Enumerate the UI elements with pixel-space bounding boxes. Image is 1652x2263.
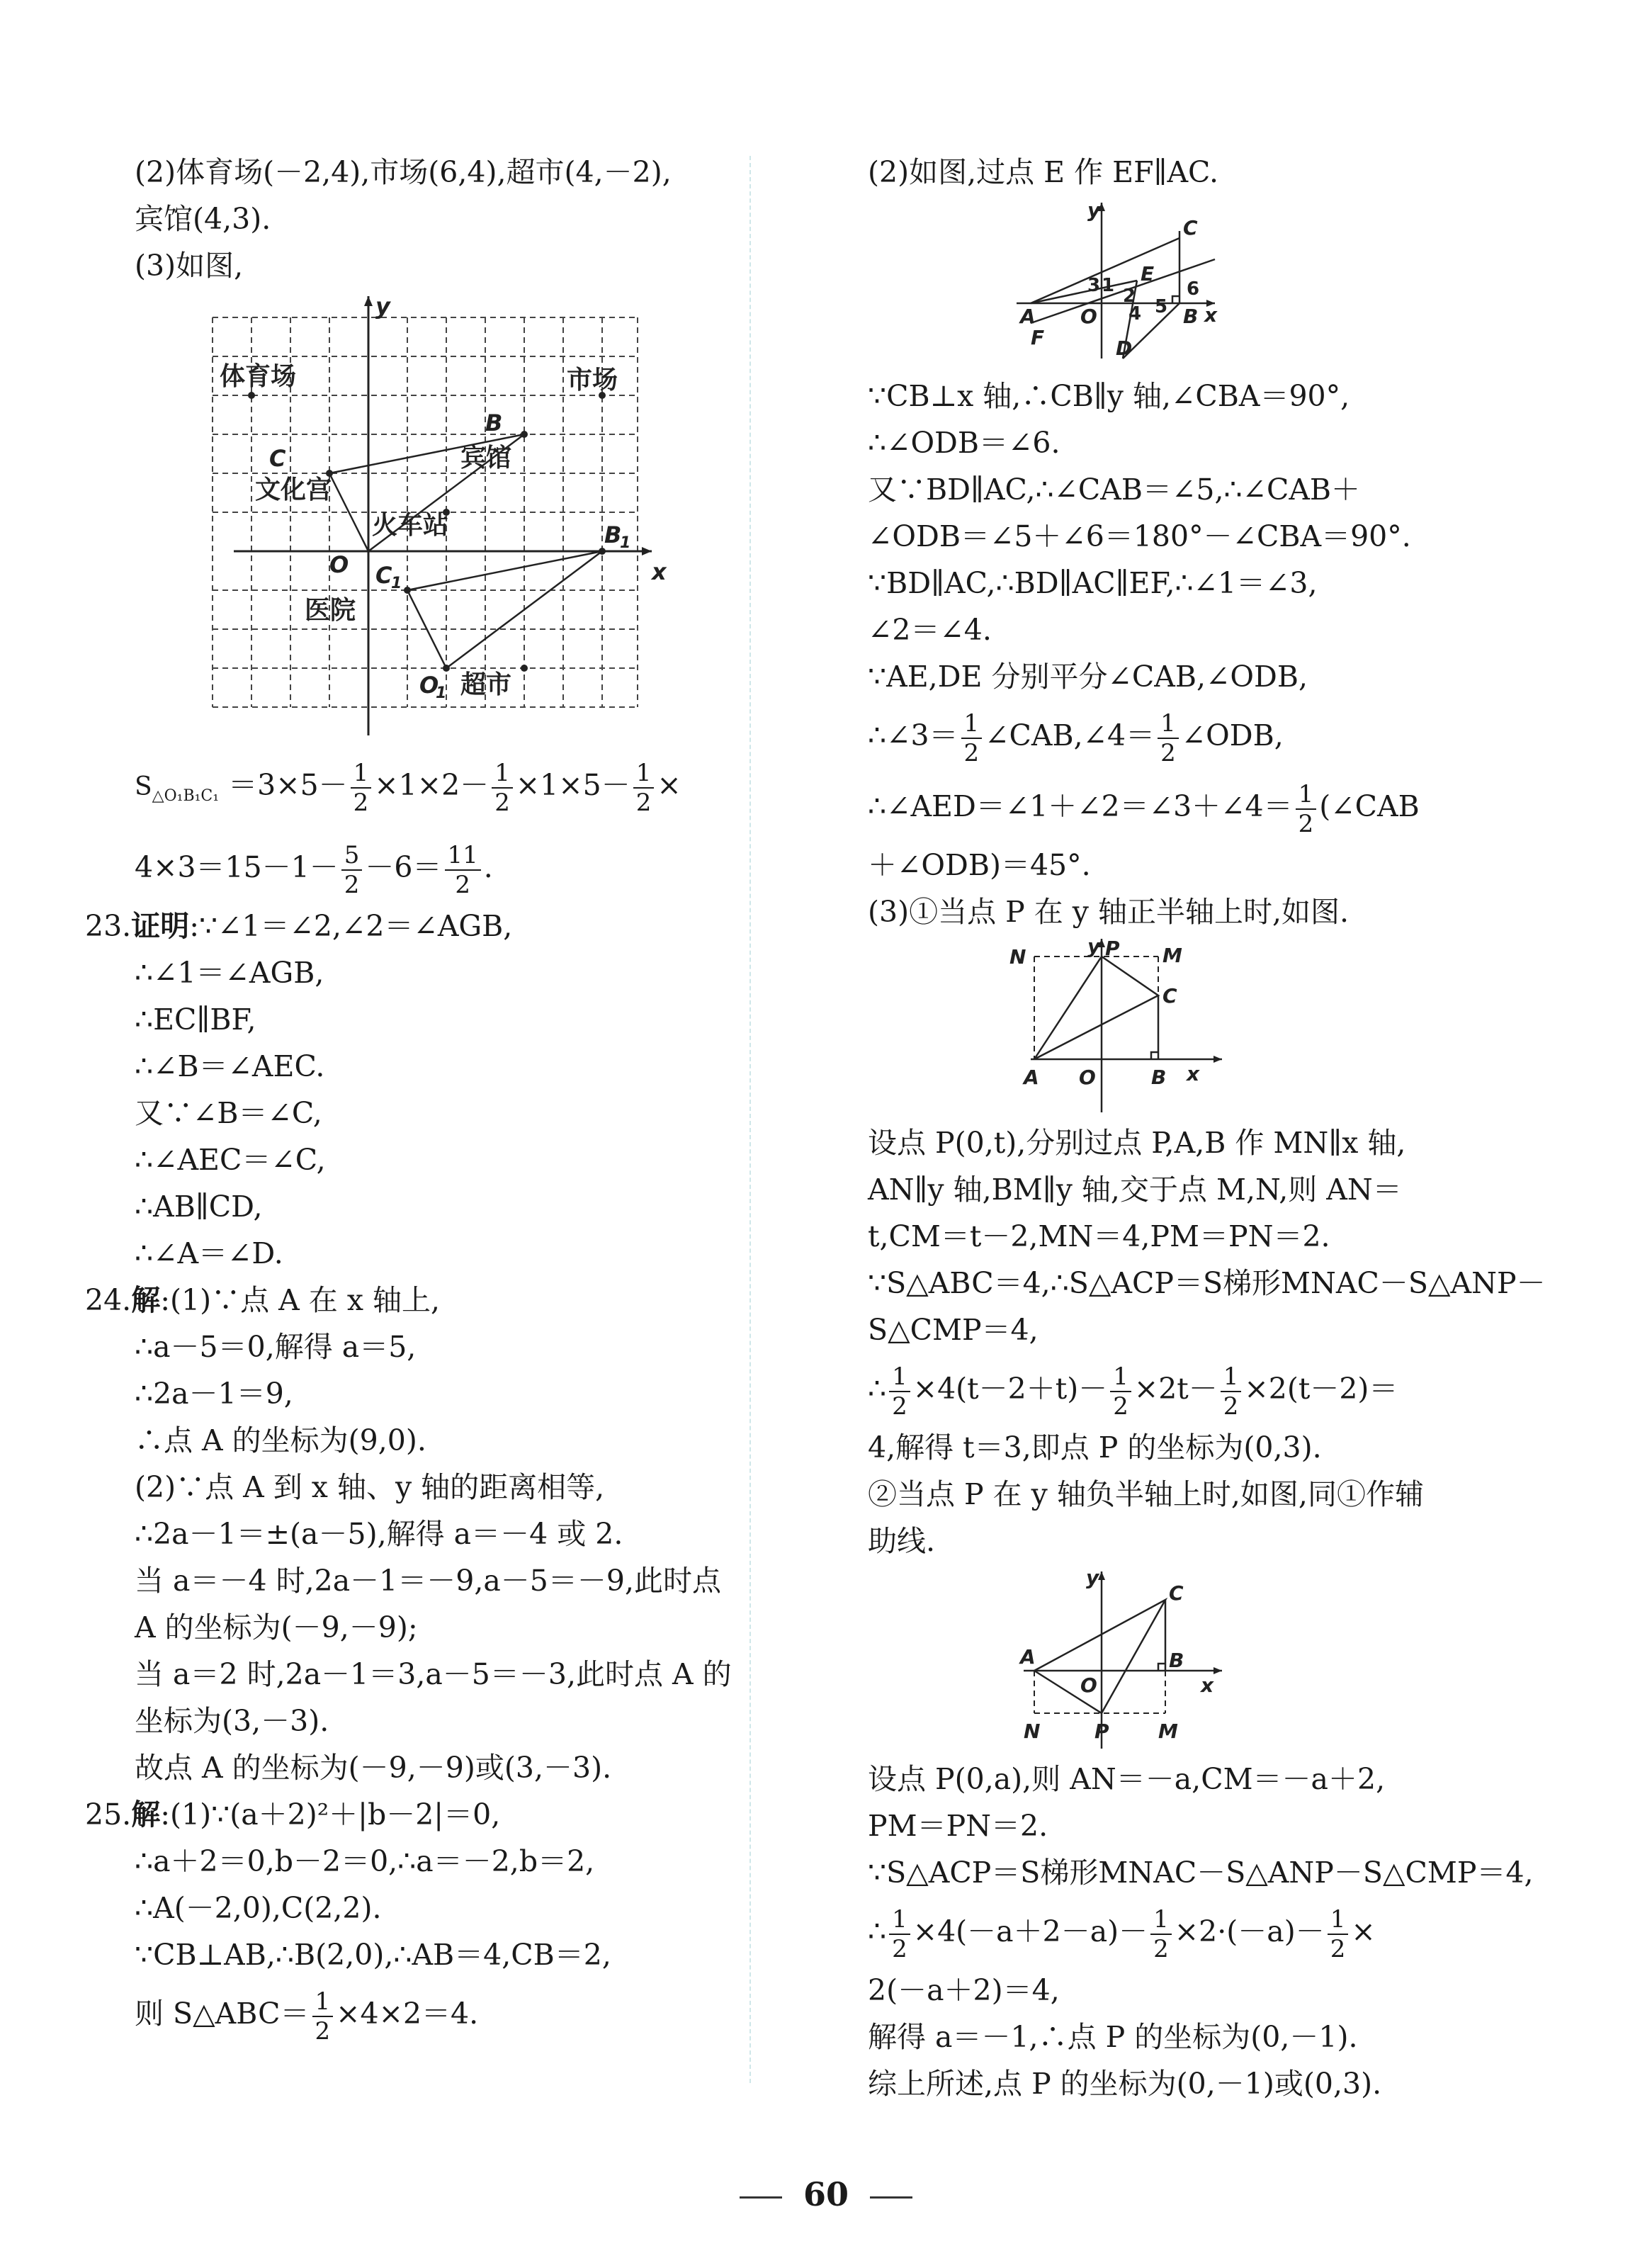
line: PM＝PN＝2. [868,1809,1048,1843]
line: ∵CB⊥AB,∴B(2,0),∴AB＝4,CB＝2, [135,1938,611,1973]
coordinate-grid-figure [85,296,737,750]
fraction: $\frac{1}{2}$ [351,759,372,817]
angle-label: 5 [1155,296,1168,317]
dash-right [870,2196,912,2199]
line: ∴∠AEC＝∠C, [135,1143,326,1178]
label-A: A [1020,1645,1036,1669]
line: 解得 a＝－1,∴点 P 的坐标为(0,－1). [868,2020,1358,2054]
line: 坐标为(3,－3). [135,1704,329,1739]
label-D: D [1116,337,1133,360]
fraction: $\frac{1}{2}$ [312,1987,334,2045]
line: ∴2a－1＝±(a－5),解得 a＝－4 或 2. [135,1517,623,1552]
label-x-axis: x [1187,1062,1200,1085]
angle-label: 2 [1123,286,1136,307]
label-B: B [485,410,503,436]
line: ＋∠ODB)＝45°. [868,848,1091,882]
label-C: C [269,445,286,472]
label-chaoshi: 超市 [460,670,512,699]
figure-2 [818,935,1498,1119]
fraction: $\frac{11}{2}$ [445,841,481,899]
label-C1: C [375,562,392,589]
line: ∴点 A 的坐标为(9,0). [135,1423,426,1458]
label-B1: B [604,521,622,548]
line: ∴∠B＝∠AEC. [135,1049,325,1084]
line: ∵CB⊥x 轴,∴CB∥y 轴,∠CBA＝90°, [868,379,1350,413]
line: ∴2a－1＝9, [135,1377,293,1411]
column-divider [749,156,751,2083]
line: ∴∠1＝∠AGB, [135,956,324,991]
q23-line: 23.证明:∵∠1＝∠2,∠2＝∠AGB, [85,909,513,944]
line: S△CMP＝4, [868,1313,1039,1347]
label-A: A [1024,1066,1039,1089]
label-tiyuchang: 体育场 [220,362,297,391]
line: 助线. [868,1524,936,1558]
label-O1-sub: 1 [436,684,447,702]
label-shichang: 市场 [567,366,618,395]
label-C: C [1183,216,1198,239]
figure-1 [818,196,1498,373]
right-column [818,149,1546,2107]
line: (3)①当点 P 在 y 轴正半轴上时,如图. [868,895,1350,929]
label-B: B [1183,305,1199,328]
fraction: $\frac{1}{2}$ [889,1362,910,1421]
angle-label: 4 [1128,303,1142,325]
line: 又∵BD∥AC,∴∠CAB＝∠5,∴∠CAB＋ [868,473,1361,507]
figure-3 [818,1564,1498,1756]
area-line-2: 4×3＝15－1－ $\frac{5}{2}$ －6＝ $\frac{11}{2}$ . [135,840,493,899]
label-N: N [1024,1720,1041,1743]
fraction: $\frac{1}{2}$ [961,709,983,767]
line: 又∵∠B＝∠C, [135,1096,322,1131]
page-number: 60 [0,2175,1652,2213]
line: 宾馆(4,3). [135,202,271,236]
label-O: O [1080,305,1097,328]
fraction: $\frac{1}{2}$ [1150,1905,1172,1963]
label-O: O [329,551,349,578]
line: 故点 A 的坐标为(－9,－9)或(3,－3). [135,1751,612,1785]
left-column [85,149,737,2049]
line: (2)∵点 A 到 x 轴、y 轴的距离相等, [135,1470,605,1505]
fraction: $\frac{1}{2}$ [1328,1905,1349,1963]
line: 当 a＝2 时,2a－1＝3,a－5＝－3,此时点 A 的 [135,1657,732,1692]
line: 当 a＝－4 时,2a－1＝－9,a－5＝－9,此时点 [135,1564,722,1598]
fraction: $\frac{1}{2}$ [1158,709,1179,767]
angle-label: 1 [1102,275,1115,296]
line: 2(－a＋2)＝4, [868,1973,1060,2007]
line: ∴A(－2,0),C(2,2). [135,1891,382,1926]
label-O: O [1079,1066,1096,1089]
label-N: N [1009,945,1026,969]
line: 设点 P(0,t),分别过点 P,A,B 作 MN∥x 轴, [868,1126,1406,1160]
label-wenhuagong: 文化宫 [255,475,332,504]
fraction: $\frac{1}{2}$ [1296,780,1317,838]
line: t,CM＝t－2,MN＝4,PM＝PN＝2. [868,1219,1330,1253]
line: (3)如图, [135,249,244,283]
line: 设点 P(0,a),则 AN＝－a,CM＝－a＋2, [868,1762,1386,1796]
line: ∴AB∥CD, [135,1190,263,1224]
line: ∴ $\frac{1}{2}$ ×4(t－2＋t)－ $\frac{1}{2}$ ×2t－ $\frac{1}{2}$ ×2(t－2)＝ [868,1362,1398,1421]
angle-label: 3 [1087,275,1101,296]
label-huochezhan: 火车站 [372,511,449,540]
line: 则 S△ABC＝ $\frac{1}{2}$ ×4×2＝4. [135,1987,479,2045]
fraction: $\frac{1}{2}$ [633,759,655,817]
line: AN∥y 轴,BM∥y 轴,交于点 M,N,则 AN＝ [868,1173,1402,1207]
line: (2)体育场(－2,4),市场(6,4),超市(4,－2), [135,155,672,189]
line: ∴∠AED＝∠1＋∠2＝∠3＋∠4＝ $\frac{1}{2}$ (∠CAB [868,779,1420,838]
line: ∴∠ODB＝∠6. [868,426,1060,460]
fraction: $\frac{1}{2}$ [889,1905,910,1963]
label-B: B [1151,1066,1167,1089]
label-x-axis: x [1201,1674,1214,1697]
line: ∴a＋2＝0,b－2＝0,∴a＝－2,b＝2, [135,1844,595,1879]
line: ∴EC∥BF, [135,1003,256,1037]
line: ②当点 P 在 y 轴负半轴上时,如图,同①作辅 [868,1477,1424,1511]
line: A 的坐标为(－9,－9); [135,1610,418,1645]
fraction: $\frac{1}{2}$ [1110,1362,1131,1421]
line: ∠2＝∠4. [868,613,992,647]
label-C1-sub: 1 [391,575,402,592]
line: ∠ODB＝∠5＋∠6＝180°－∠CBA＝90°. [868,519,1411,553]
label-y-axis: y [375,296,390,320]
q25-line: 25.解:(1)∵(a＋2)²＋|b－2|＝0, [85,1798,501,1832]
fraction: $\frac{1}{2}$ [492,759,513,817]
label-M: M [1158,1720,1178,1743]
label-y-axis: y [1087,935,1101,958]
line: ∴∠A＝∠D. [135,1236,283,1271]
label-E: E [1141,262,1155,286]
fraction: $\frac{1}{2}$ [1221,1362,1242,1421]
line: 4,解得 t＝3,即点 P 的坐标为(0,3). [868,1430,1322,1465]
line: ∴a－5＝0,解得 a＝5, [135,1330,417,1365]
label-C: C [1162,984,1177,1008]
angle-label: 6 [1187,278,1200,300]
label-B: B [1169,1649,1184,1672]
label-binguan: 宾馆 [460,444,512,473]
label-y-axis: y [1086,1566,1099,1589]
line: ∴∠3＝ $\frac{1}{2}$ ∠CAB,∠4＝ $\frac{1}{2}$ ∠ODB, [868,709,1284,767]
label-yiyuan: 医院 [305,596,356,625]
area-line-1: $S_{\triangle O_1B_1C_1} =3\times 5-$ $\frac{1}{2}$ ×1×2－ $\frac{1}{2}$ ×1×5－ $\frac{1}{2}$ × [135,758,681,817]
label-P: P [1094,1720,1109,1743]
dash-left [740,2196,782,2199]
fraction: $\frac{5}{2}$ [341,841,363,899]
label-O1: O [419,672,439,699]
line: ∴ $\frac{1}{2}$ ×4(－a＋2－a)－ $\frac{1}{2}$ ×2·(－a)－ $\frac{1}{2}$ × [868,1904,1376,1963]
label-A: A [1020,305,1036,328]
label-F: F [1031,326,1045,349]
line: (2)如图,过点 E 作 EF∥AC. [868,155,1219,189]
line: ∵AE,DE 分别平分∠CAB,∠ODB, [868,660,1308,694]
label-y-axis: y [1087,198,1101,222]
line: ∵S△ABC＝4,∴S△ACP＝S梯形MNAC－S△ANP－ [868,1266,1546,1300]
label-B1-sub: 1 [620,534,631,552]
label-C: C [1169,1581,1184,1605]
line: ∵S△ACP＝S梯形MNAC－S△ANP－S△CMP＝4, [868,1856,1534,1890]
label-x-axis: x [1204,303,1218,327]
line: ∵BD∥AC,∴BD∥AC∥EF,∴∠1＝∠3, [868,566,1318,600]
label-P: P [1105,937,1120,960]
label-M: M [1162,944,1182,967]
q24-line: 24.解:(1)∵点 A 在 x 轴上, [85,1283,441,1318]
line: 综上所述,点 P 的坐标为(0,－1)或(0,3). [868,2067,1382,2101]
label-O: O [1080,1674,1097,1697]
label-x-axis: x [652,558,667,585]
